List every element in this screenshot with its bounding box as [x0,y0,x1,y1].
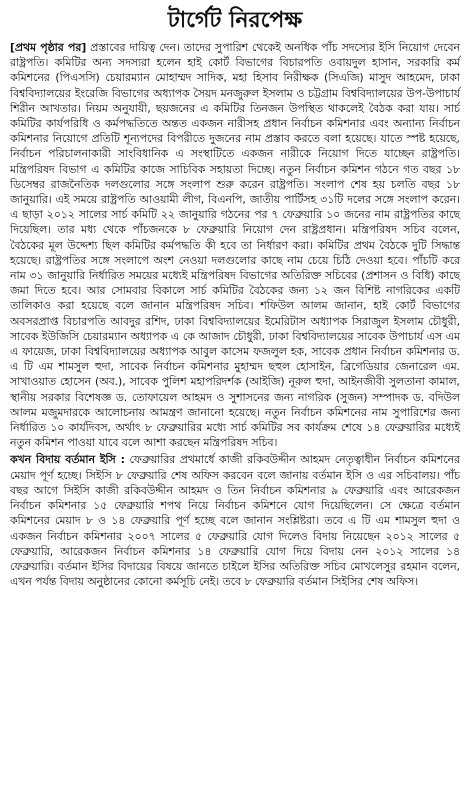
article-body [10,40,460,589]
subsection-heading: কখন বিদায় বর্তমান ইসি : [10,453,125,467]
headline: টার্গেট নিরপেক্ষ [167,8,303,33]
paragraph-subsection-text: ফেব্রুয়ারির প্রথমার্ধে কাজী রকিবউদ্দীন আহমদ নেতৃত্বাধীন নির্বাচন কমিশনের মেয়াদ পূর্ণ হচ্ছে। সিইসি ৮ ফেব্রুয়ারি শেষ অফিস করবেন বলে জানায় বর্তমান ইসি ও এর সচিবালয়। পাঁচ বছর আগে সিইসি কাজী রকিবউদ্দীন আহমদ ও তিন নির্বাচন কমিশনার ৯ ফেব্রুয়ারি এবং আরেকজন নির্বাচন কমিশনার ১৫ ফেব্রুয়ারি শপথ নিয়ে নির্বাচন কমিশনে যোগ দিয়েছিলেন। সে ক্ষেত্রে বর্তমান কমিশনের মেয়াদ ৮ ও ১৪ ফেব্রুয়ারি পূর্ণ হচ্ছে বলে জানান সংশ্লিষ্টরা। তবে এ টি এম শামসুল হুদা ও একজন নির্বাচন কমিশনার ২০০৭ সালের ৫ ফেব্রুয়ারি যোগ দিলেও বিদায় নিয়েছেন ২০১২ সালের ৫ ফেব্রুয়ারি, আরেকজন নির্বাচন কমিশনার ১৪ ফেব্রুয়ারি যোগ দিয়ে বিদায় নেন ২০১২ সালের ১৪ ফেব্রুয়ারি। বর্তমান ইসির বিদায়ের বিষয়ে জানতে চাইলে ইসির অতিরিক্ত সচিব মোখলেসুর রহমান বলেন, এখন পর্যন্ত বিদায় অনুষ্ঠানের কোনো কর্মসূচি নেই। তবে ৮ ফেব্রুয়ারি বর্তমান সিইসির শেষ অফিস। [10,453,460,589]
continuation-tag: [প্রথম পৃষ্ঠার পর] [10,41,87,54]
paragraph-subsection [10,452,460,589]
paragraph-main [10,40,460,450]
paragraph-main-text: প্রস্তাবের দায়িত্ব দেন। তাদের সুপারিশ থেকেই অনধিক পাঁচ সদস্যের ইসি নিয়োগ দেবেন রাষ্ট্রপতি। কমিটির অন্য সদস্যরা হলেন হাই কোর্ট বিভাগের বিচারপতি ওবায়দুল হাসান, সরকারি কর্ম কমিশনের (পিএসসি) চেয়ারম্যান মোহাম্মদ সাদিক, মহা হিসাব নিরীক্ষক (সিএজি) মাসুদ আহমেদ, ঢাকা বিশ্ববিদ্যালয়ের ইংরেজি বিভাগের অধ্যাপক সৈয়দ মনজুরুল ইসলাম ও চট্টগ্রাম বিশ্ববিদ্যালয়ের উপ-উপাচার্য শিরীন আখতার। নিয়ম অনুযায়ী, ছয়জনের এ কমিটির তিনজন উপস্থিত থাকলেই বৈঠক করা যায়। সার্চ কমিটির কার্যপরিধি ও কর্মপদ্ধতিতে অন্তত একজন নারীসহ প্রধান নির্বাচন কমিশনার এবং অন্যান্য নির্বাচন কমিশনার নিয়োগে প্রতিটি শূন্যপদের বিপরীতে দুজনের নাম প্রস্তাব করতে বলা হয়েছে। যাতে স্পষ্ট হয়েছে, নির্বাচন পরিচালনাকারী সাংবিধানিক এ সংস্থাটিতে একজন নারীকে নিয়োগ দিতে যাচ্ছেন রাষ্ট্রপতি। মন্ত্রিপরিষদ বিভাগ এ কমিটির কাজে সাচিবিক সহায়তা দিচ্ছে। নতুন নির্বাচন কমিশন গঠনে গত বছর ১৮ ডিসেম্বর রাজনৈতিক দলগুলোর সঙ্গে সংলাপ শুরু করেন রাষ্ট্রপতি। সংলাপ শেষ হয় চলতি বছর ১৮ জানুয়ারি। এই সময়ে রাষ্ট্রপতি আওয়ামী লীগ, বিএনপি, জাতীয় পার্টিসহ ৩১টি দলের সঙ্গে সংলাপ করেন। এ ছাড়া ২০১২ সালের সার্চ কমিটি ২২ জানুয়ারি গঠনের পর ৭ ফেব্রুয়ারি ১০ জনের নাম রাষ্ট্রপতির কাছে দিয়েছিল। তার মধ্য থেকে পাঁচজনকে ৮ ফেব্রুয়ারি নিয়োগ দেন রাষ্ট্রপ্রধান। মন্ত্রিপরিষদ সচিব বলেন, বৈঠকের মূল উদ্দেশ্য ছিল কমিটির কর্মপদ্ধতি কী হবে তা নির্ধারণ করা। কমিটির প্রথম বৈঠকে দুটি সিদ্ধান্ত হয়েছে। রাষ্ট্রপতির সঙ্গে সংলাপে অংশ নেওয়া দলগুলোর কাছে নাম চেয়ে চিঠি দেওয়া হবে। পাঁচটি করে নাম ৩১ জানুয়ারি নির্ধারিত সময়ের মধ্যেই মন্ত্রিপরিষদ বিভাগের অতিরিক্ত সচিবের (প্রশাসন ও বিধি) কাছে জমা দিতে হবে। আর সোমবার বিকালে সার্চ কমিটির বৈঠকের জন্য ১২ জন বিশিষ্ট নাগরিকের একটি তালিকাও করা হয়েছে বলে জানান মন্ত্রিপরিষদ সচিব। শফিউল আলম জানান, হাই কোর্ট বিভাগের অবসরপ্রাপ্ত বিচারপতি আবদুর রশিদ, ঢাকা বিশ্ববিদ্যালয়ের ইমেরিটাস অধ্যাপক সিরাজুল ইসলাম চৌধুরী, সাবেক ইউজিসি চেয়ারম্যান অধ্যাপক এ কে আজাদ চৌধুরী, ঢাকা বিশ্ববিদ্যালয়ের সাবেক উপাচার্য এস এম এ ফায়েজ, ঢাকা বিশ্ববিদ্যালয়ের অধ্যাপক আবুল কাসেম ফজলুল হক, সাবেক প্রধান নির্বাচন কমিশনার ড. এ টি এম শামসুল হুদা, সাবেক নির্বাচন কমিশনার মুহাম্মদ ছহুল হোসাইন, ব্রিগেডিয়ার জেনারেল এম. সাখাওয়াত হোসেন (অব.), সাবেক পুলিশ মহাপরিদর্শক (আইজি) নূরুল হুদা, আইনজীবী সুলতানা কামাল, স্থানীয় সরকার বিশেষজ্ঞ ড. তোফায়েল আহমদ ও সুশাসনের জন্য নাগরিক (সুজন) সম্পাদক ড. বদিউল আলম মজুমদারকে আলোচনায় আমন্ত্রণ জানানো হয়েছে। নতুন নির্বাচন কমিশনের নাম সুপারিশের জন্য নির্ধারিত ১০ কার্যদিবস, অর্থাৎ ৮ ফেব্রুয়ারির মধ্যে সার্চ কমিটির সব কার্যক্রম শেষে ১৪ ফেব্রুয়ারির মধ্যেই নতুন কমিশন পাওয়া যাবে বলে আশা করছেন মন্ত্রিপরিষদ সচিব। [10,41,461,450]
